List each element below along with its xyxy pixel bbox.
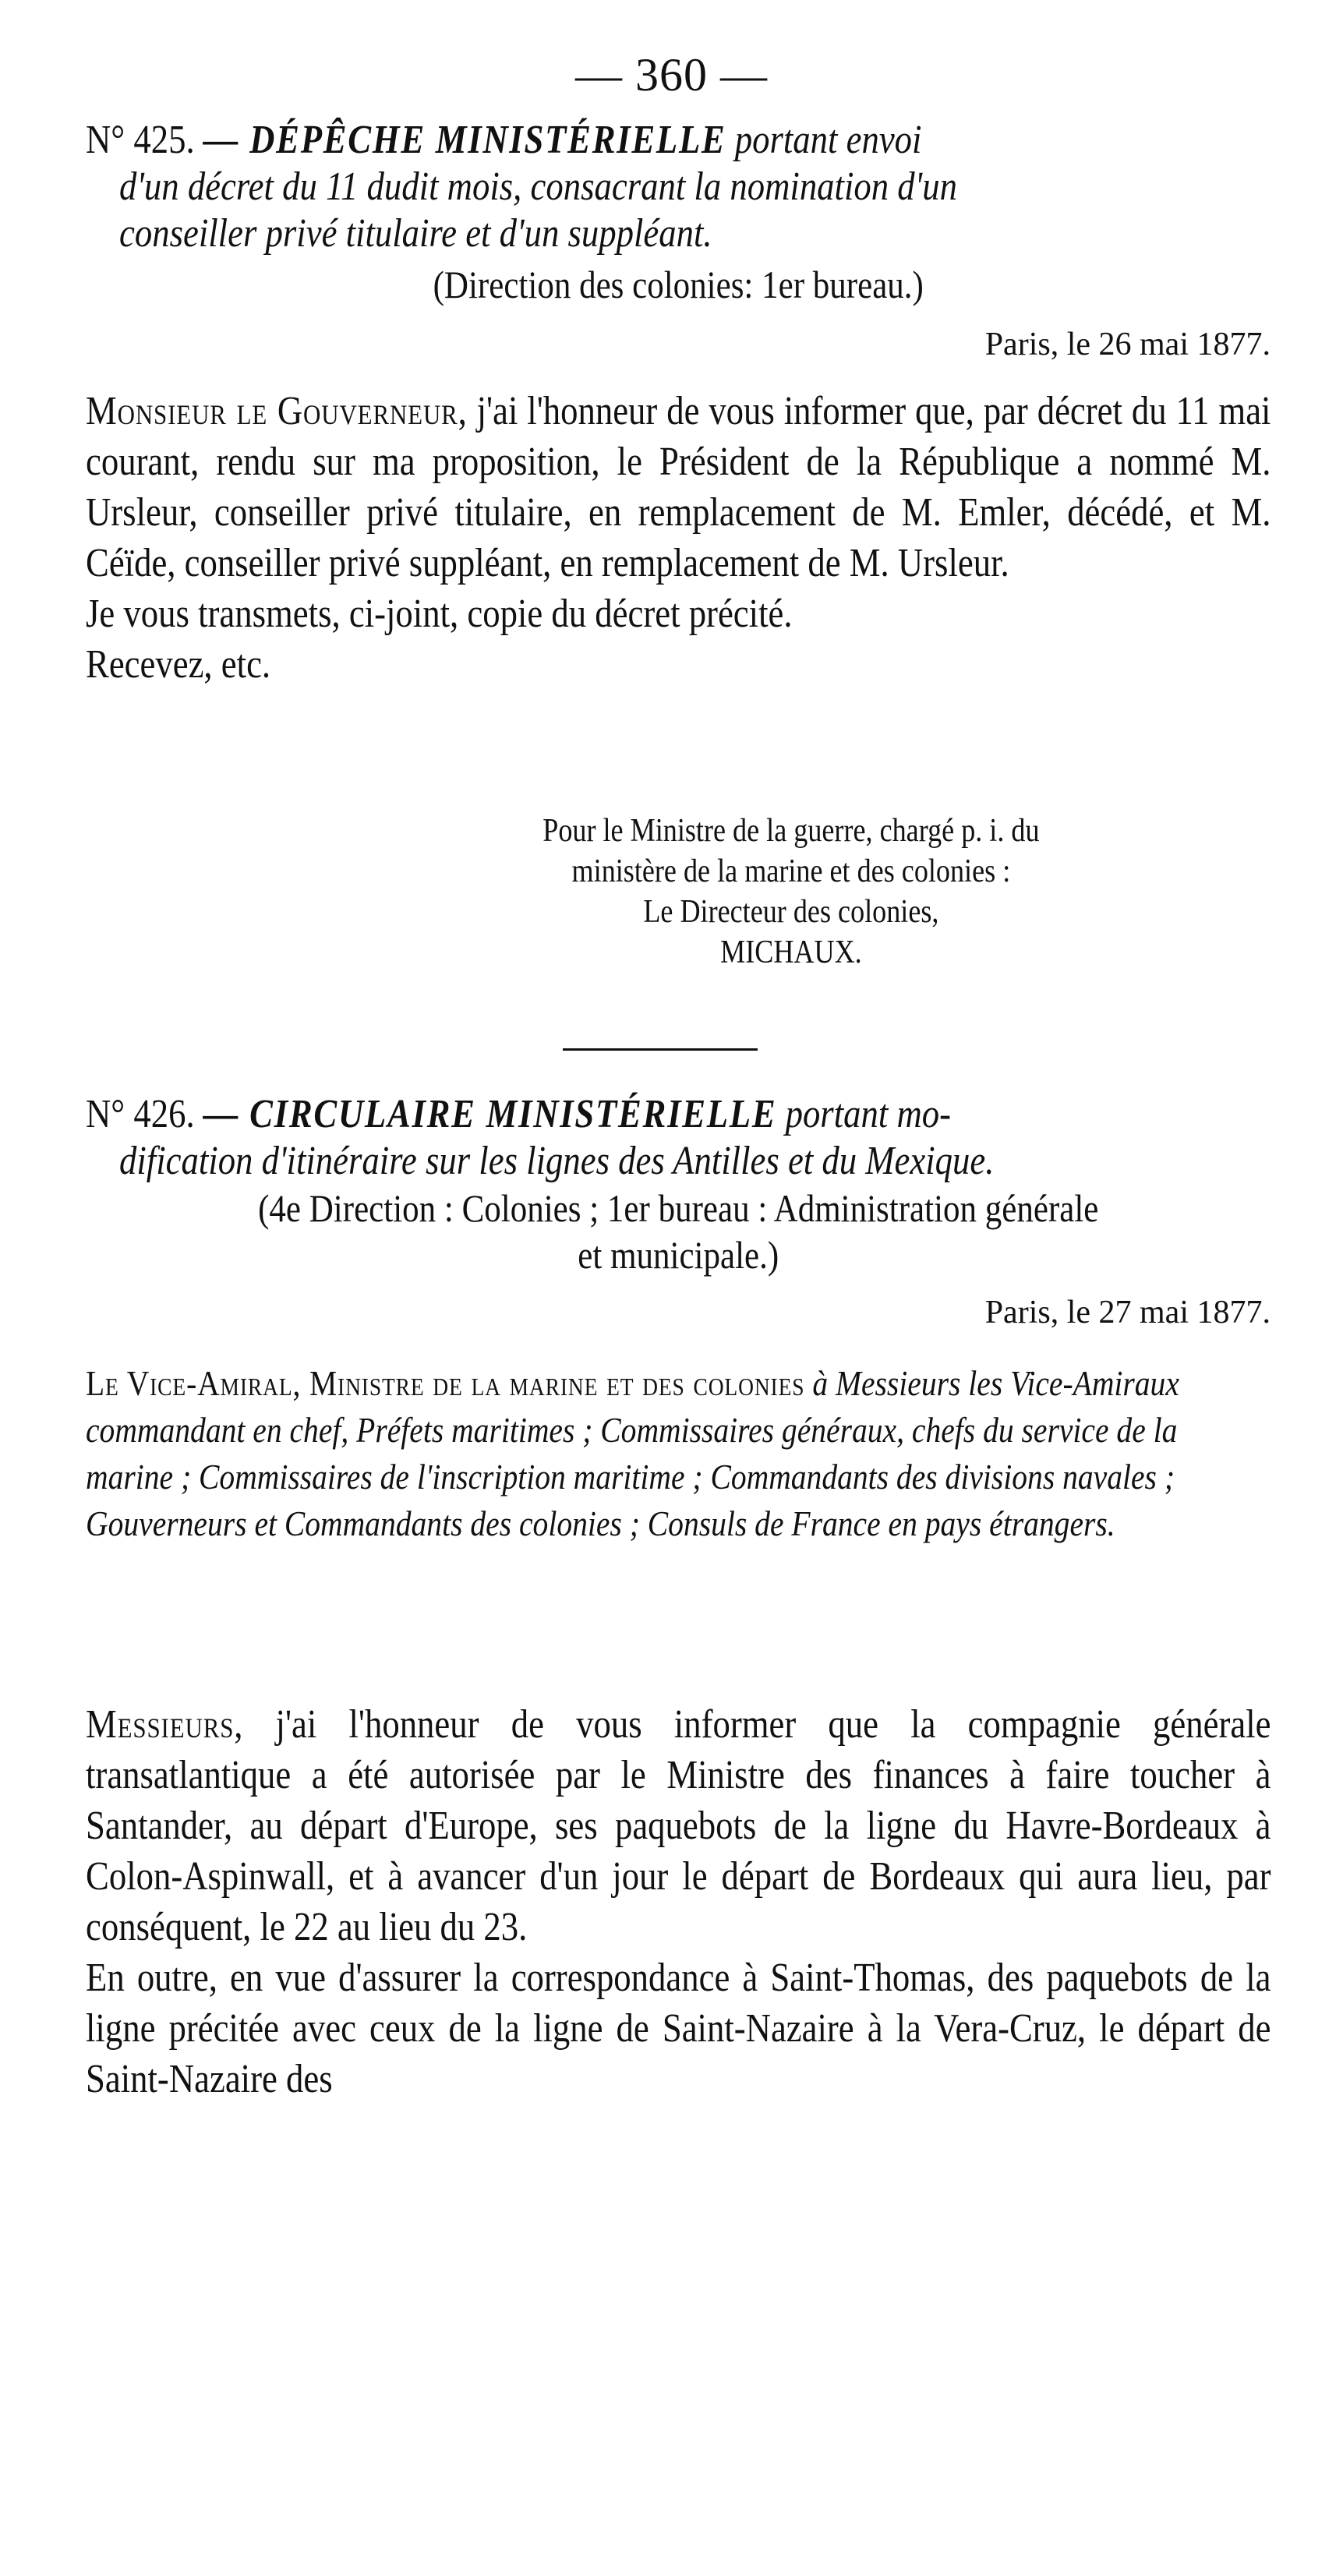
doc-425-signature <box>312 811 1271 973</box>
doc-425-para-2: Je vous transmets, ci-joint, copie du décret précité. <box>86 592 793 636</box>
doc-426-subject-1: portant mo- <box>785 1092 952 1136</box>
doc-426-number: N° 426. <box>86 1092 195 1136</box>
doc-425-subject-3: conseiller privé titulaire et d'un suppléant. <box>119 211 712 256</box>
doc-426-para-1 <box>86 1699 1271 1952</box>
doc-426-direction-2: et municipale.) <box>578 1233 779 1277</box>
page-number: — 360 — <box>575 49 768 101</box>
doc-426-to: à <box>812 1363 829 1403</box>
doc-426-address <box>86 1360 1271 1547</box>
doc-425-direction-block <box>86 261 1271 308</box>
doc-425-heading <box>86 117 1271 164</box>
doc-426-heading <box>86 1091 1271 1138</box>
doc-426-subject-2: dification d'itinéraire sur les lignes des Antilles et du Mexique. <box>119 1139 995 1183</box>
doc-425 <box>86 117 1271 257</box>
doc-425-direction: (Direction des colonies: 1er bureau.) <box>433 263 924 306</box>
doc-426 <box>86 1091 1271 1185</box>
doc-425-body <box>86 386 1271 690</box>
doc-426-body <box>86 1699 1271 2104</box>
doc-425-subject-2: d'un décret du 11 dudit mois, consacrant la nomination d'un <box>119 164 957 209</box>
doc-426-date: Paris, le 27 mai 1877. <box>984 1295 1271 1330</box>
doc-425-type: — DÉPÊCHE MINISTÉRIELLE <box>203 118 726 162</box>
doc-425-date-block <box>86 326 1271 363</box>
doc-425-para-1 <box>86 386 1271 588</box>
doc-426-sender: Le Vice-Amiral, Ministre de la marine et des colonies <box>86 1363 805 1403</box>
doc-425-number: N° 425. <box>86 118 195 162</box>
doc-426-type: — CIRCULAIRE MINISTÉRIELLE <box>203 1092 777 1136</box>
doc-425-para-3: Recevez, etc. <box>86 642 271 687</box>
section-divider <box>563 1048 758 1051</box>
doc-426-para-1-text: j'ai l'honneur de vous informer que la compagnie générale transatlantique a été autorisée par le Ministre des finances à faire toucher à Santander, au départ d'Europe, ses paquebots de la ligne du Havre-Bordeaux à Colon-Aspinwall, et à avancer d'un jour le départ de Bordeaux qui aura lieu, par conséquent, le 22 au lieu du 23. <box>86 1702 1271 1949</box>
doc-425-salutation: Monsieur le Gouverneur, <box>86 389 468 433</box>
doc-426-salutation: Messieurs, <box>86 1702 244 1747</box>
doc-425-date: Paris, le 26 mai 1877. <box>984 327 1271 362</box>
doc-426-date-block <box>86 1294 1271 1331</box>
doc-425-subject-1: portant envoi <box>734 118 922 162</box>
doc-426-para-2: En outre, en vue d'assurer la correspondance à Saint-Thomas, des paquebots de la ligne précitée avec ceux de la ligne de Saint-Nazaire à la Vera-Cruz, le départ de Saint-Nazaire des <box>86 1956 1271 2101</box>
doc-426-addressee <box>86 1360 1271 1547</box>
doc-426-recipients: Messieurs les Vice-Amiraux commandant en chef, Préfets maritimes ; Commissaires généraux, chefs du service de la marine ; Commissaires de l'inscription maritime ; Commandants des divisions navales ; Gouverneurs et Commandants des colonies ; Consuls de France en pays étrangers. <box>86 1363 1179 1543</box>
sig-line-1: Pour le Ministre de la guerre, chargé p. i. du <box>543 813 1040 849</box>
sig-line-3: Le Directeur des colonies, <box>643 894 939 930</box>
sig-line-2: ministère de la marine et des colonies : <box>571 853 1011 889</box>
doc-426-direction-block <box>86 1185 1271 1278</box>
sig-line-4: MICHAUX. <box>720 935 862 970</box>
doc-425-para-1-text: j'ai l'honneur de vous informer que, par décret du 11 mai courant, rendu sur ma proposition, le Président de la République a nommé M. Ursleur, conseiller privé titulaire, en remplacement de M. Emler, décédé, et M. Céïde, conseiller privé suppléant, en remplacement de M. Ursleur. <box>86 389 1271 585</box>
doc-426-direction-1: (4e Direction : Colonies ; 1er bureau : Administration générale <box>258 1186 1099 1230</box>
